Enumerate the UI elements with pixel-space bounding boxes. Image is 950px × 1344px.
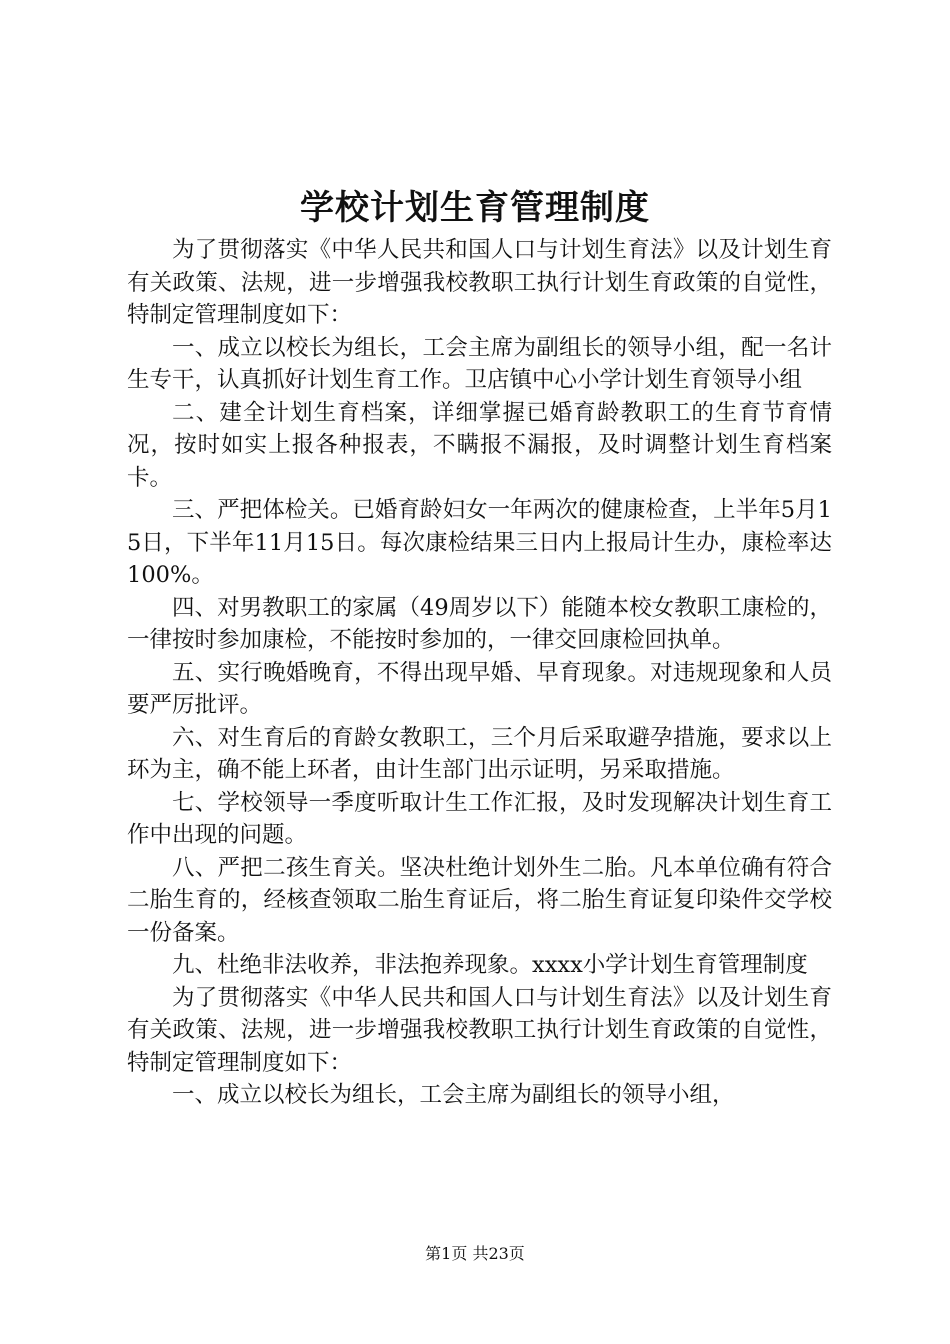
paragraph: 一、成立以校长为组长，工会主席为副组长的领导小组，配一名计生专干，认真抓好计划生育工作。卫店镇中心小学计划生育领导小组 <box>127 334 832 393</box>
paragraph: 一、成立以校长为组长，工会主席为副组长的领导小组， <box>172 1082 735 1108</box>
paragraph: 八、严把二孩生育关。坚决杜绝计划外生二胎。凡本单位确有符合二胎生育的，经核查领取二胎生育证后，将二胎生育证复印染件交学校一份备案。 <box>127 854 832 946</box>
paragraph: 为了贯彻落实《中华人民共和国人口与计划生育法》以及计划生育有关政策、法规，进一步增强我校教职工执行计划生育政策的自觉性，特制定管理制度如下： <box>127 237 832 328</box>
paragraph: 七、学校领导一季度听取计生工作汇报，及时发现解决计划生育工作中出现的问题。 <box>127 789 832 848</box>
paragraph: 六、对生育后的育龄女教职工，三个月后采取避孕措施，要求以上环为主，确不能上环者，由计生部门出示证明，另采取措施。 <box>127 724 832 783</box>
document-title: 学校计划生育管理制度 <box>300 188 650 228</box>
paragraph: 五、实行晚婚晚育，不得出现早婚、早育现象。对违规现象和人员要严厉批评。 <box>127 659 832 718</box>
paragraph: 四、对男教职工的家属（49周岁以下）能随本校女教职工康检的，一律按时参加康检，不能按时参加的，一律交回康检回执单。 <box>127 594 832 653</box>
paragraph: 九、杜绝非法收养，非法抱养现象。xxxx小学计划生育管理制度 <box>172 952 808 978</box>
document-body <box>127 234 832 1112</box>
paragraph: 三、严把体检关。已婚育龄妇女一年两次的健康检查，上半年5月15日，下半年11月15日。每次康检结果三日内上报局计生办，康检率达100%。 <box>127 497 832 588</box>
paragraph: 为了贯彻落实《中华人民共和国人口与计划生育法》以及计划生育有关政策、法规，进一步增强我校教职工执行计划生育政策的自觉性，特制定管理制度如下： <box>127 984 832 1076</box>
page-number-footer: 第1页 共23页 <box>425 1244 525 1263</box>
paragraph: 二、建全计划生育档案，详细掌握已婚育龄教职工的生育节育情况，按时如实上报各种报表，不瞒报不漏报，及时调整计划生育档案卡。 <box>127 399 832 491</box>
